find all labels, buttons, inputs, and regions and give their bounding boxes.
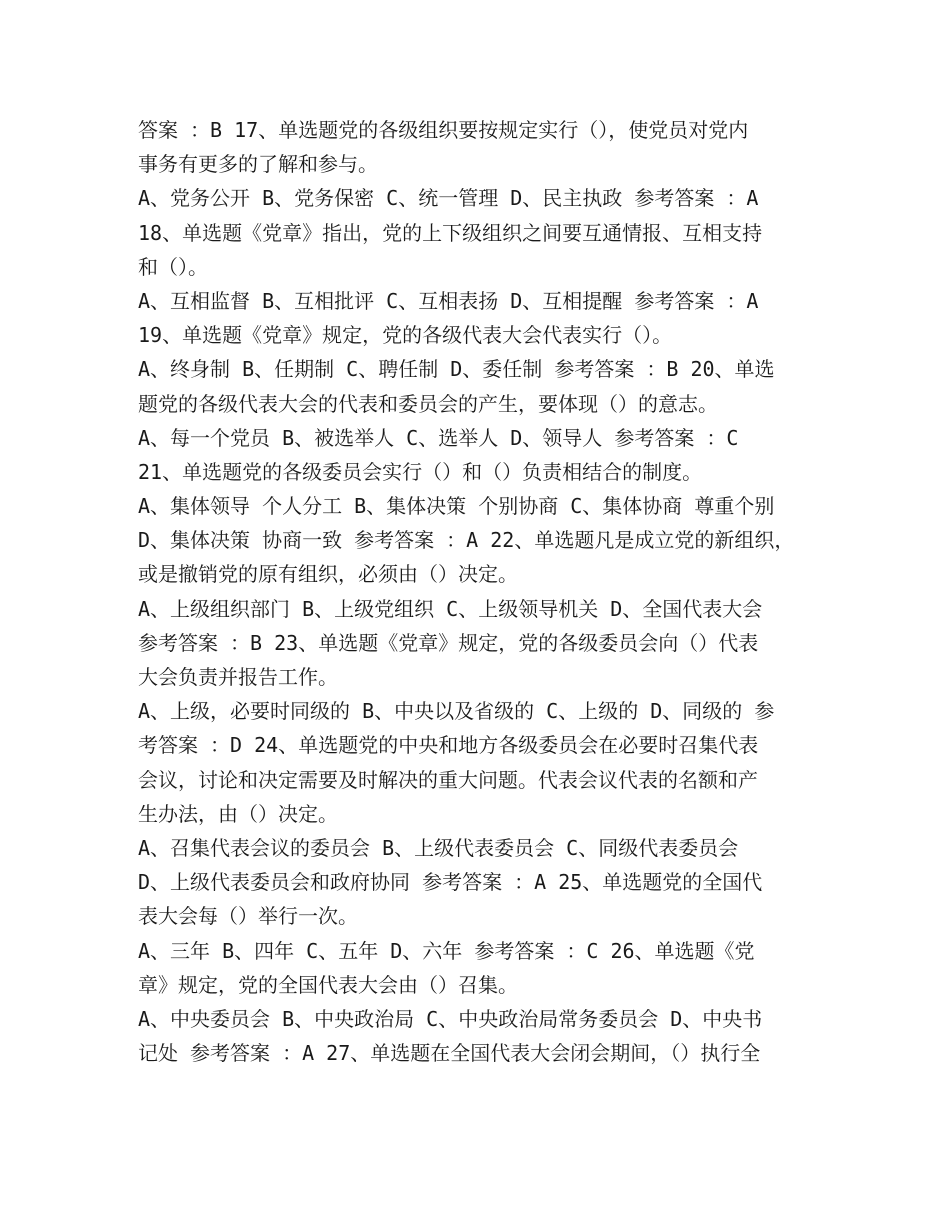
text-line: A、上级组织部门 B、上级党组织 C、上级领导机关 D、全国代表大会 <box>138 596 763 621</box>
text-line: A、党务公开 B、党务保密 C、统一管理 D、民主执政 参考答案 ：A <box>138 186 759 211</box>
text-line: 记处 参考答案 ：A 27、单选题在全国代表大会闭会期间，（）执行全 <box>138 1041 761 1066</box>
text-line: D、上级代表委员会和政府协同 参考答案 ：A 25、单选题党的全国代 <box>138 870 763 895</box>
text-line: 表大会每（）举行一次。 <box>138 904 358 929</box>
text-line: 会议，讨论和决定需要及时解决的重大问题。代表会议代表的名额和产 <box>138 767 758 792</box>
text-line: 21、单选题党的各级委员会实行（）和（）负责相结合的制度。 <box>138 459 703 484</box>
text-line: 或是撤销党的原有组织，必须由（）决定。 <box>138 562 518 587</box>
text-line: A、集体领导 个人分工 B、集体决策 个别协商 C、集体协商 尊重个别 <box>138 494 775 519</box>
text-line: 大会负责并报告工作。 <box>138 665 338 689</box>
text-line: A、三年 B、四年 C、五年 D、六年 参考答案 ：C 26、单选题《党 <box>138 938 755 963</box>
text-line: 19、单选题《党章》规定，党的各级代表大会代表实行（）。 <box>138 323 673 348</box>
text-line: A、召集代表会议的委员会 B、上级代表委员会 C、同级代表委员会 <box>138 835 739 860</box>
text-line: A、中央委员会 B、中央政治局 C、中央政治局常务委员会 D、中央书 <box>138 1006 763 1031</box>
text-line: A、上级，必要时同级的 B、中央以及省级的 C、上级的 D、同级的 参 <box>138 699 775 724</box>
text-line: 参考答案 ：B 23、单选题《党章》规定，党的各级委员会向（）代表 <box>138 630 759 655</box>
text-line: 答案 ：B 17、单选题党的各级组织要按规定实行（），使党员对党内 <box>138 118 749 142</box>
text-line: 事务有更多的了解和参与。 <box>138 152 378 177</box>
text-line: 题党的各级代表大会的代表和委员会的产生，要体现（）的意志。 <box>138 391 718 416</box>
document-body <box>138 113 828 1070</box>
text-line: D、集体决策 协商一致 参考答案 ：A 22、单选题凡是成立党的新组织， <box>138 528 795 553</box>
text-line: A、每一个党员 B、被选举人 C、选举人 D、领导人 参考答案 ：C <box>138 425 739 450</box>
text-line: A、终身制 B、任期制 C、聘任制 D、委任制 参考答案 ：B 20、单选 <box>138 357 775 382</box>
text-line: 生办法，由（）决定。 <box>138 801 338 826</box>
text-line: 18、单选题《党章》指出，党的上下级组织之间要互通情报、互相支持 <box>138 220 763 245</box>
text-line: 章》规定，党的全国代表大会由（）召集。 <box>138 972 518 997</box>
text-line: 和（）。 <box>138 254 208 279</box>
text-line: 考答案 ：D 24、单选题党的中央和地方各级委员会在必要时召集代表 <box>138 733 759 758</box>
text-line: A、互相监督 B、互相批评 C、互相表扬 D、互相提醒 参考答案 ：A <box>138 288 759 313</box>
